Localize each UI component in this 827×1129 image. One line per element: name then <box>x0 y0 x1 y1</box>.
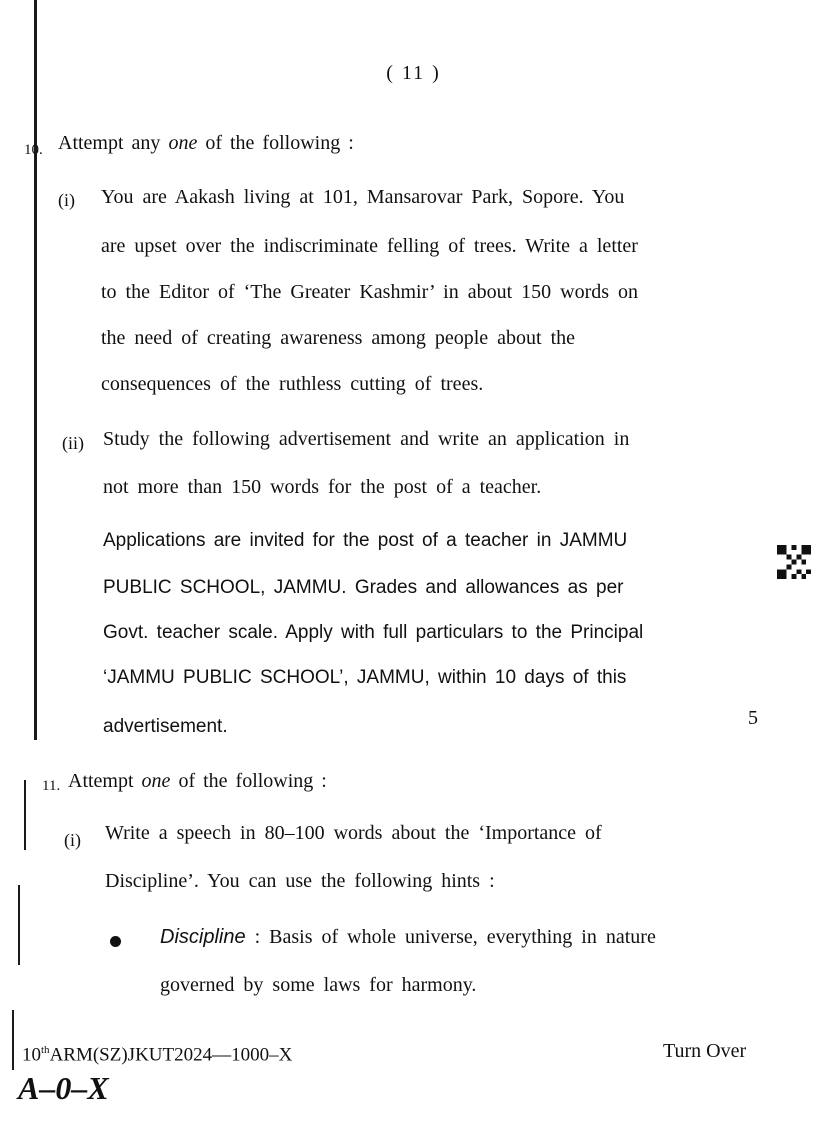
q11-i-line-1: Write a speech in 80–100 words about the ‘Importance of <box>105 822 602 844</box>
paper-code-class: 10 <box>22 1044 41 1066</box>
q11-instruction-pre: Attempt <box>68 770 134 792</box>
q10-i-line-1: You are Aakash living at 101, Mansarovar Park, Sopore. You <box>101 186 625 208</box>
q10-i-line-3: to the Editor of ‘The Greater Kashmir’ in about 150 words on <box>101 281 639 303</box>
q10-i-line-2: are upset over the indiscriminate felling of trees. Write a letter <box>101 235 638 257</box>
advertisement-line-1: Applications are invited for the post of a teacher in JAMMU <box>103 530 628 551</box>
page-number: ( 11 ) <box>386 62 441 84</box>
advertisement-line-2: PUBLIC SCHOOL, JAMMU. Grades and allowances as per <box>103 577 624 598</box>
q10-ii-line-1: Study the following advertisement and write an application in <box>103 428 630 450</box>
qr-code-icon <box>777 545 811 579</box>
margin-line-bottom <box>12 1010 14 1070</box>
paper-code-rest: ARM(SZ)JKUT2024—1000–X <box>49 1044 293 1066</box>
turn-over-label: Turn Over <box>663 1040 747 1062</box>
q10-ii-line-2: not more than 150 words for the post of a teacher. <box>103 476 542 498</box>
q10-instruction-post: of the following : <box>205 132 354 154</box>
q10-instruction-em: one <box>168 132 198 154</box>
set-code: A–0–X <box>18 1070 109 1106</box>
bullet-icon <box>110 936 121 947</box>
hint-line-1 <box>160 926 656 949</box>
q10-instruction-pre: Attempt any <box>58 132 161 154</box>
q10-number: 10. <box>24 142 43 158</box>
q11-option-i-label: (i) <box>64 830 81 850</box>
hint-line-2: governed by some laws for harmony. <box>160 974 477 996</box>
q10-option-ii-label: (ii) <box>62 433 84 453</box>
hint-term: Discipline <box>160 926 246 948</box>
q11-number: 11. <box>42 778 61 794</box>
q11-instruction-em: one <box>141 770 171 792</box>
q11-instruction-post: of the following : <box>178 770 327 792</box>
paper-code-sup: th <box>41 1044 50 1056</box>
hint-line-1-rest: : Basis of whole universe, everything in nature <box>254 926 656 948</box>
q11-i-line-2: Discipline’. You can use the following hints : <box>105 870 495 892</box>
advertisement-line-3: Govt. teacher scale. Apply with full particulars to the Principal <box>103 622 644 643</box>
margin-line-mid <box>24 780 26 850</box>
advertisement-line-4: ‘JAMMU PUBLIC SCHOOL’, JAMMU, within 10 days of this <box>103 667 627 688</box>
margin-line-top <box>34 0 37 740</box>
q10-instruction <box>58 132 354 155</box>
paper-code <box>22 1044 292 1066</box>
q10-marks: 5 <box>748 707 758 729</box>
q10-i-line-4: the need of creating awareness among people about the <box>101 327 576 349</box>
q11-instruction <box>68 770 327 793</box>
q10-i-line-5: consequences of the ruthless cutting of trees. <box>101 373 484 395</box>
margin-line-low <box>18 885 20 965</box>
q10-option-i-label: (i) <box>58 190 75 210</box>
advertisement-line-5: advertisement. <box>103 716 228 737</box>
